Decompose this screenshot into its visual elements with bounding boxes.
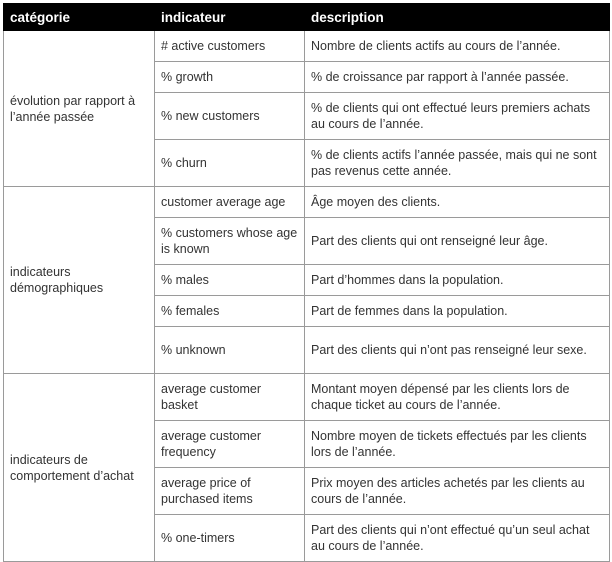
- header-row: [4, 4, 610, 31]
- description-cell: Part de femmes dans la population.: [305, 296, 610, 327]
- indicator-cell: customer average age: [155, 187, 305, 218]
- header-description: description: [305, 4, 610, 31]
- kpi-table: [3, 3, 610, 562]
- indicator-cell: % females: [155, 296, 305, 327]
- indicator-cell: % customers whose age is known: [155, 218, 305, 265]
- description-cell: Part des clients qui n’ont effectué qu’un seul achat au cours de l’année.: [305, 515, 610, 562]
- indicator-cell: average customer frequency: [155, 421, 305, 468]
- indicator-cell: % one-timers: [155, 515, 305, 562]
- description-cell: Nombre moyen de tickets effectués par les clients lors de l’année.: [305, 421, 610, 468]
- indicator-cell: average price of purchased items: [155, 468, 305, 515]
- description-cell: Nombre de clients actifs au cours de l’année.: [305, 31, 610, 62]
- description-cell: % de croissance par rapport à l’année passée.: [305, 62, 610, 93]
- indicator-cell: % males: [155, 265, 305, 296]
- table-row: [4, 187, 610, 218]
- indicator-cell: % growth: [155, 62, 305, 93]
- table-row: [4, 374, 610, 421]
- indicator-cell: # active customers: [155, 31, 305, 62]
- indicator-cell: average customer basket: [155, 374, 305, 421]
- description-cell: Part d’hommes dans la population.: [305, 265, 610, 296]
- description-cell: Prix moyen des articles achetés par les clients au cours de l’année.: [305, 468, 610, 515]
- description-cell: Part des clients qui n’ont pas renseigné leur sexe.: [305, 327, 610, 374]
- indicator-cell: % unknown: [155, 327, 305, 374]
- description-cell: % de clients qui ont effectué leurs premiers achats au cours de l’année.: [305, 93, 610, 140]
- header-category: catégorie: [4, 4, 155, 31]
- category-cell: indicateurs démographiques: [4, 187, 155, 374]
- table-row: [4, 31, 610, 62]
- indicator-cell: % churn: [155, 140, 305, 187]
- category-cell: évolution par rapport à l’année passée: [4, 31, 155, 187]
- header-indicator: indicateur: [155, 4, 305, 31]
- description-cell: % de clients actifs l’année passée, mais qui ne sont pas revenus cette année.: [305, 140, 610, 187]
- category-cell: indicateurs de comportement d’achat: [4, 374, 155, 562]
- description-cell: Part des clients qui ont renseigné leur âge.: [305, 218, 610, 265]
- description-cell: Montant moyen dépensé par les clients lors de chaque ticket au cours de l’année.: [305, 374, 610, 421]
- kpi-table-container: [3, 3, 609, 562]
- indicator-cell: % new customers: [155, 93, 305, 140]
- description-cell: Âge moyen des clients.: [305, 187, 610, 218]
